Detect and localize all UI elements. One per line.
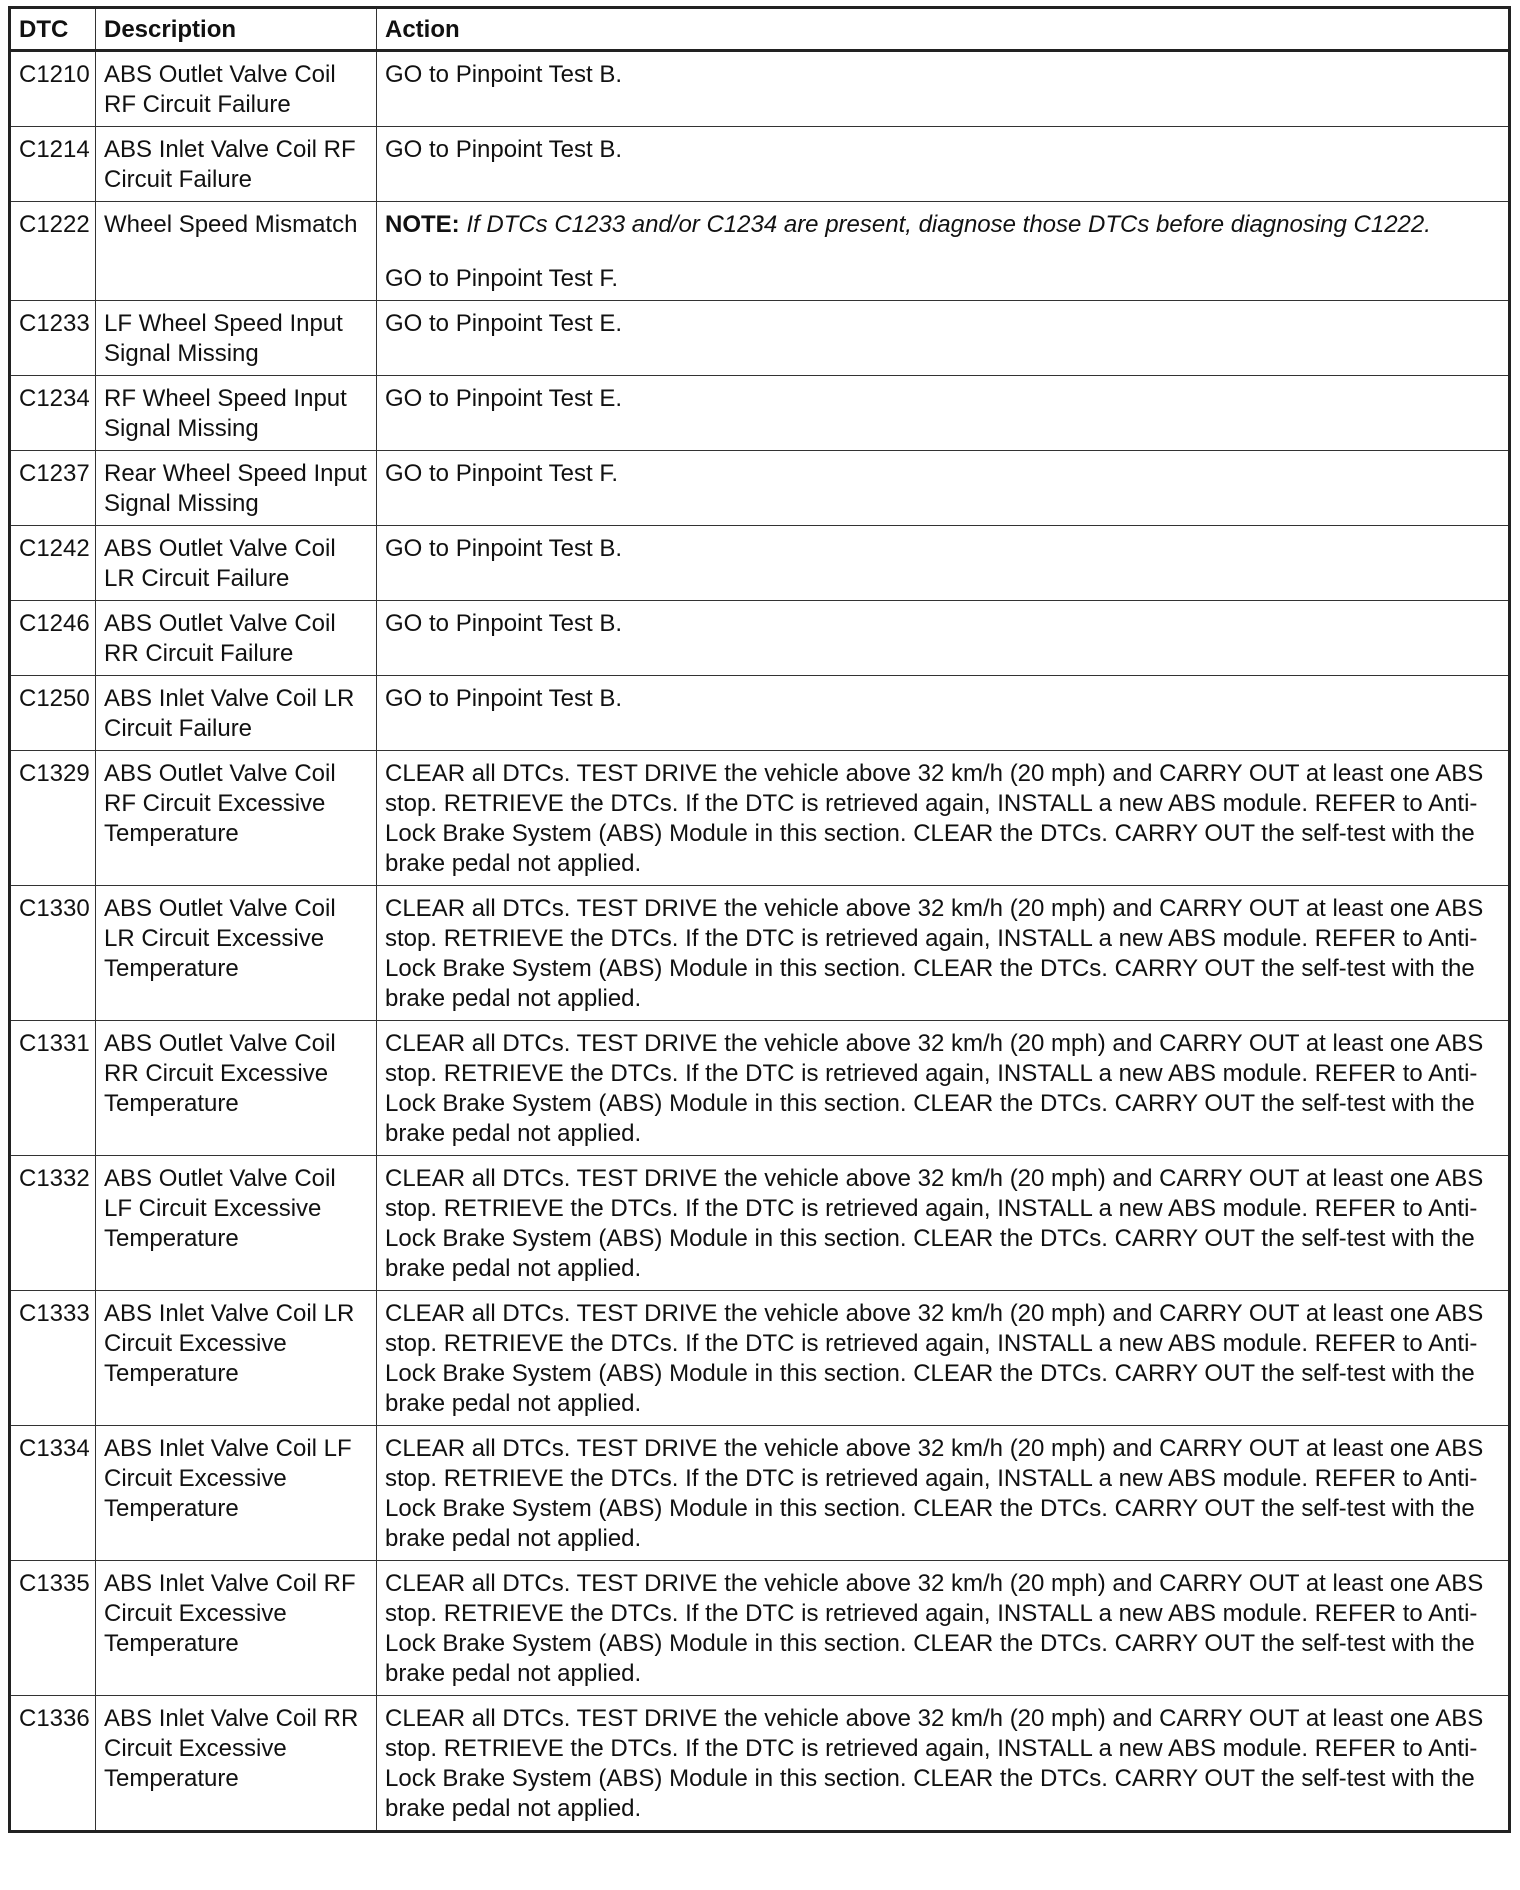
table-body — [10, 51, 1510, 1832]
dtc-code: C1237 — [10, 451, 96, 526]
dtc-description: LF Wheel Speed Input Signal Missing — [96, 301, 377, 376]
dtc-description: ABS Inlet Valve Coil RR Circuit Excessive Temperature — [96, 1696, 377, 1832]
dtc-table-container — [8, 6, 1508, 1833]
dtc-description: ABS Outlet Valve Coil LR Circuit Excessive Temperature — [96, 886, 377, 1021]
dtc-action: CLEAR all DTCs. TEST DRIVE the vehicle above 32 km/h (20 mph) and CARRY OUT at least one ABS stop. RETRIEVE the DTCs. If the DTC is retrieved again, INSTALL a new ABS module. REFER to Anti-Lock Brake System (ABS) Module in this section. CLEAR the DTCs. CARRY OUT the self-test with the brake pedal not applied. — [377, 1291, 1510, 1426]
header-description: Description — [96, 8, 377, 51]
table-row — [10, 601, 1510, 676]
dtc-description: ABS Outlet Valve Coil RF Circuit Failure — [96, 51, 377, 127]
dtc-action: CLEAR all DTCs. TEST DRIVE the vehicle above 32 km/h (20 mph) and CARRY OUT at least one ABS stop. RETRIEVE the DTCs. If the DTC is retrieved again, INSTALL a new ABS module. REFER to Anti-Lock Brake System (ABS) Module in this section. CLEAR the DTCs. CARRY OUT the self-test with the brake pedal not applied. — [377, 1021, 1510, 1156]
table-row — [10, 1291, 1510, 1426]
dtc-description: Wheel Speed Mismatch — [96, 202, 377, 301]
dtc-action: GO to Pinpoint Test E. — [377, 376, 1510, 451]
dtc-description: ABS Outlet Valve Coil LF Circuit Excessive Temperature — [96, 1156, 377, 1291]
dtc-code: C1234 — [10, 376, 96, 451]
dtc-code: C1331 — [10, 1021, 96, 1156]
dtc-code: C1222 — [10, 202, 96, 301]
dtc-description: ABS Inlet Valve Coil RF Circuit Failure — [96, 127, 377, 202]
dtc-description: Rear Wheel Speed Input Signal Missing — [96, 451, 377, 526]
dtc-code: C1334 — [10, 1426, 96, 1561]
table-row — [10, 301, 1510, 376]
dtc-code: C1250 — [10, 676, 96, 751]
dtc-action: GO to Pinpoint Test F. — [377, 451, 1510, 526]
dtc-code: C1246 — [10, 601, 96, 676]
dtc-code: C1214 — [10, 127, 96, 202]
dtc-action: GO to Pinpoint Test E. — [377, 301, 1510, 376]
note-label: NOTE: — [385, 211, 460, 238]
dtc-action: GO to Pinpoint Test B. — [377, 127, 1510, 202]
dtc-action: CLEAR all DTCs. TEST DRIVE the vehicle above 32 km/h (20 mph) and CARRY OUT at least one ABS stop. RETRIEVE the DTCs. If the DTC is retrieved again, INSTALL a new ABS module. REFER to Anti-Lock Brake System (ABS) Module in this section. CLEAR the DTCs. CARRY OUT the self-test with the brake pedal not applied. — [377, 1156, 1510, 1291]
table-row — [10, 1021, 1510, 1156]
table-row — [10, 526, 1510, 601]
table-row — [10, 1561, 1510, 1696]
dtc-description: ABS Outlet Valve Coil RR Circuit Failure — [96, 601, 377, 676]
table-row — [10, 51, 1510, 127]
dtc-description: RF Wheel Speed Input Signal Missing — [96, 376, 377, 451]
dtc-code: C1332 — [10, 1156, 96, 1291]
action-text: GO to Pinpoint Test F. — [385, 265, 619, 292]
dtc-action: CLEAR all DTCs. TEST DRIVE the vehicle above 32 km/h (20 mph) and CARRY OUT at least one ABS stop. RETRIEVE the DTCs. If the DTC is retrieved again, INSTALL a new ABS module. REFER to Anti-Lock Brake System (ABS) Module in this section. CLEAR the DTCs. CARRY OUT the self-test with the brake pedal not applied. — [377, 1696, 1510, 1832]
note-block — [385, 210, 1496, 240]
dtc-description: ABS Outlet Valve Coil RR Circuit Excessive Temperature — [96, 1021, 377, 1156]
dtc-description: ABS Outlet Valve Coil RF Circuit Excessive Temperature — [96, 751, 377, 886]
dtc-description: ABS Inlet Valve Coil RF Circuit Excessive Temperature — [96, 1561, 377, 1696]
table-row — [10, 1696, 1510, 1832]
dtc-action: GO to Pinpoint Test B. — [377, 601, 1510, 676]
dtc-action — [377, 202, 1510, 301]
dtc-action: GO to Pinpoint Test B. — [377, 676, 1510, 751]
dtc-action: CLEAR all DTCs. TEST DRIVE the vehicle above 32 km/h (20 mph) and CARRY OUT at least one ABS stop. RETRIEVE the DTCs. If the DTC is retrieved again, INSTALL a new ABS module. REFER to Anti-Lock Brake System (ABS) Module in this section. CLEAR the DTCs. CARRY OUT the self-test with the brake pedal not applied. — [377, 886, 1510, 1021]
dtc-code: C1330 — [10, 886, 96, 1021]
table-row — [10, 1426, 1510, 1561]
dtc-action: CLEAR all DTCs. TEST DRIVE the vehicle above 32 km/h (20 mph) and CARRY OUT at least one ABS stop. RETRIEVE the DTCs. If the DTC is retrieved again, INSTALL a new ABS module. REFER to Anti-Lock Brake System (ABS) Module in this section. CLEAR the DTCs. CARRY OUT the self-test with the brake pedal not applied. — [377, 1426, 1510, 1561]
table-row — [10, 751, 1510, 886]
dtc-description: ABS Inlet Valve Coil LR Circuit Excessive Temperature — [96, 1291, 377, 1426]
table-row — [10, 451, 1510, 526]
table-row — [10, 1156, 1510, 1291]
header-dtc: DTC — [10, 8, 96, 51]
note-text: If DTCs C1233 and/or C1234 are present, diagnose those DTCs before diagnosing C1222. — [466, 211, 1431, 238]
dtc-code: C1242 — [10, 526, 96, 601]
dtc-action: GO to Pinpoint Test B. — [377, 51, 1510, 127]
table-row — [10, 886, 1510, 1021]
table-row — [10, 676, 1510, 751]
header-action: Action — [377, 8, 1510, 51]
dtc-description: ABS Inlet Valve Coil LF Circuit Excessive Temperature — [96, 1426, 377, 1561]
dtc-code: C1335 — [10, 1561, 96, 1696]
table-header — [10, 8, 1510, 51]
dtc-code: C1210 — [10, 51, 96, 127]
table-row — [10, 376, 1510, 451]
table-row — [10, 127, 1510, 202]
dtc-action: CLEAR all DTCs. TEST DRIVE the vehicle above 32 km/h (20 mph) and CARRY OUT at least one ABS stop. RETRIEVE the DTCs. If the DTC is retrieved again, INSTALL a new ABS module. REFER to Anti-Lock Brake System (ABS) Module in this section. CLEAR the DTCs. CARRY OUT the self-test with the brake pedal not applied. — [377, 1561, 1510, 1696]
dtc-code: C1233 — [10, 301, 96, 376]
dtc-action: CLEAR all DTCs. TEST DRIVE the vehicle above 32 km/h (20 mph) and CARRY OUT at least one ABS stop. RETRIEVE the DTCs. If the DTC is retrieved again, INSTALL a new ABS module. REFER to Anti-Lock Brake System (ABS) Module in this section. CLEAR the DTCs. CARRY OUT the self-test with the brake pedal not applied. — [377, 751, 1510, 886]
dtc-description: ABS Inlet Valve Coil LR Circuit Failure — [96, 676, 377, 751]
dtc-action: GO to Pinpoint Test B. — [377, 526, 1510, 601]
dtc-code: C1333 — [10, 1291, 96, 1426]
dtc-description: ABS Outlet Valve Coil LR Circuit Failure — [96, 526, 377, 601]
dtc-table — [8, 6, 1511, 1833]
dtc-code: C1329 — [10, 751, 96, 886]
dtc-code: C1336 — [10, 1696, 96, 1832]
table-row — [10, 202, 1510, 301]
header-row — [10, 8, 1510, 51]
